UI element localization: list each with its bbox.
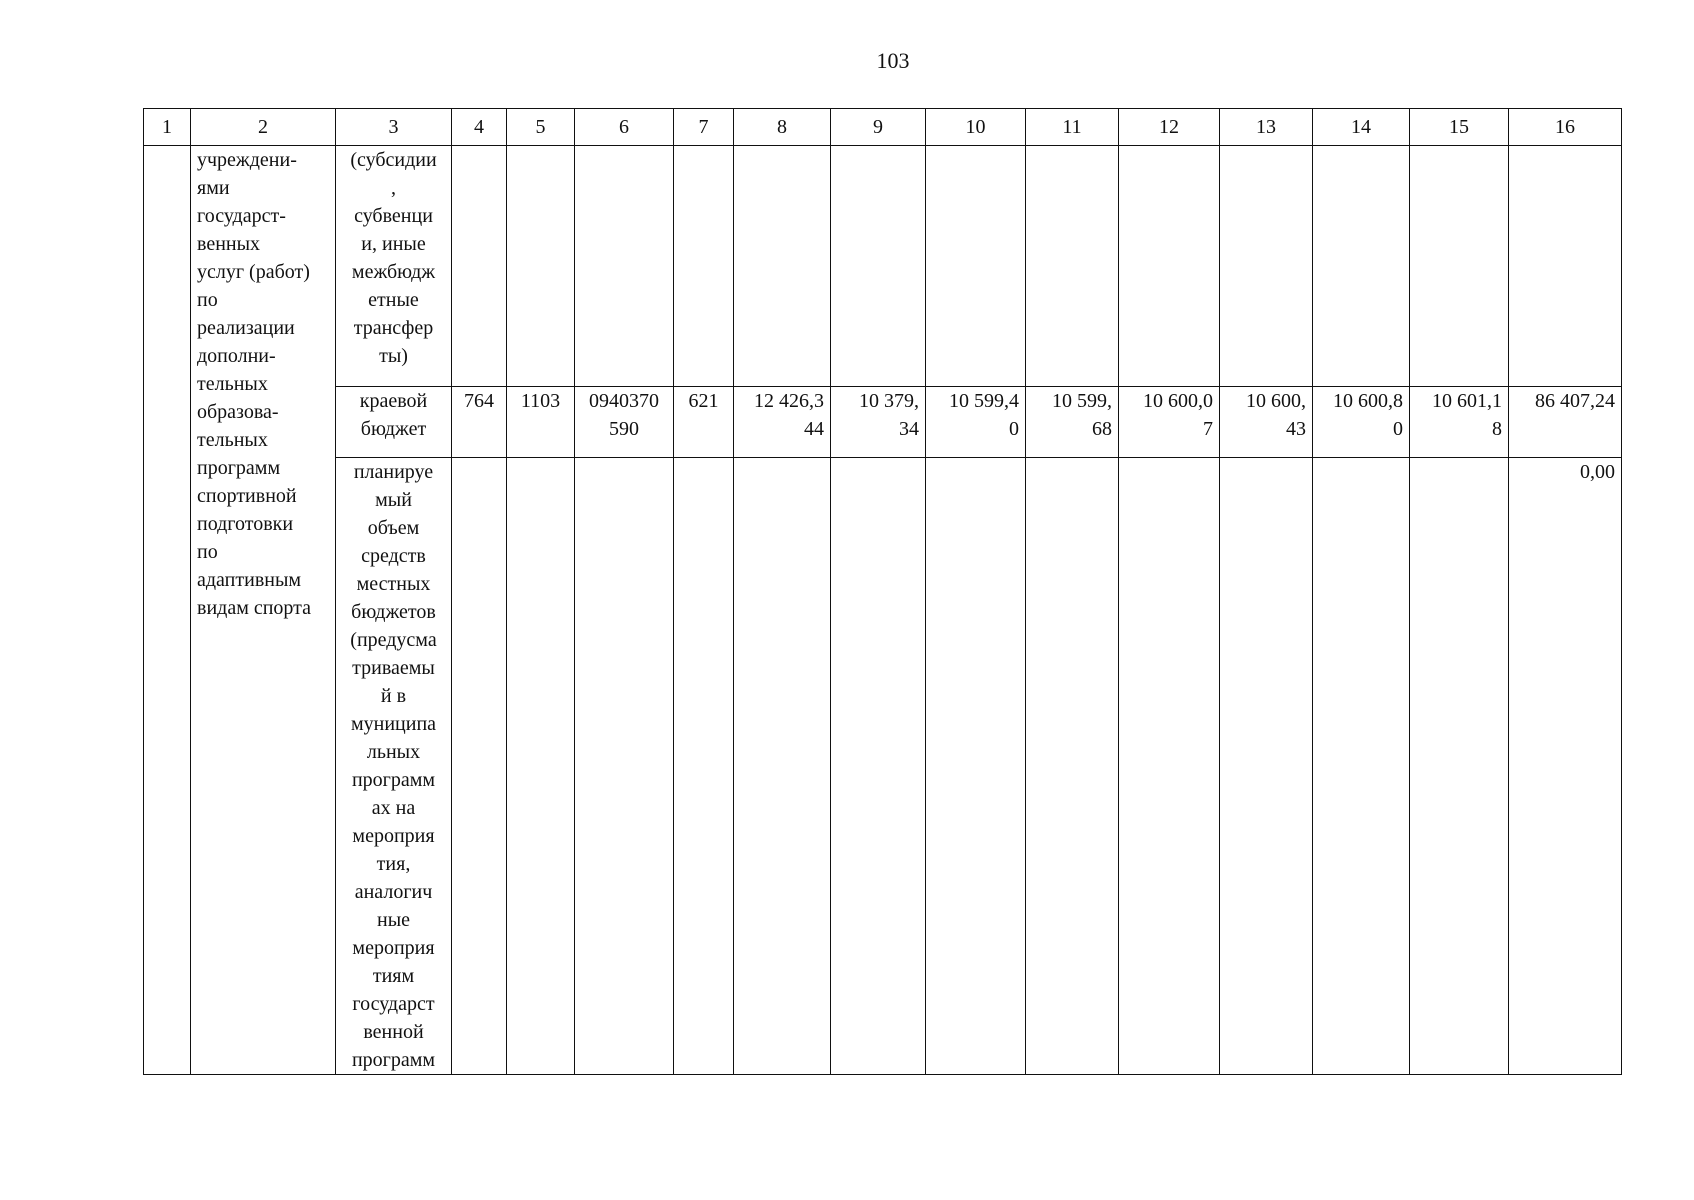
table-cell (1313, 146, 1410, 387)
total-amount-cell: 0,00 (1509, 458, 1622, 1075)
header-cell: 2 (191, 109, 336, 146)
header-cell: 6 (575, 109, 674, 146)
table-cell (1410, 458, 1509, 1075)
header-cell: 7 (674, 109, 734, 146)
header-cell: 14 (1313, 109, 1410, 146)
table-row (144, 146, 1622, 387)
header-cell: 4 (452, 109, 507, 146)
table-cell (575, 458, 674, 1075)
amount-cell: 10 599,4 0 (926, 387, 1026, 458)
header-cell: 8 (734, 109, 831, 146)
table-cell (1026, 146, 1119, 387)
table-cell (734, 458, 831, 1075)
table-cell (674, 146, 734, 387)
page-number: 103 (876, 48, 910, 73)
table-cell (1410, 146, 1509, 387)
table-cell (507, 146, 575, 387)
table-row (144, 458, 1622, 1075)
table-cell (831, 146, 926, 387)
amount-cell: 10 600, 43 (1220, 387, 1313, 458)
table-cell (734, 146, 831, 387)
admin-code-cell: 764 (452, 387, 507, 458)
table-cell (831, 458, 926, 1075)
header-cell: 11 (1026, 109, 1119, 146)
table-cell (575, 146, 674, 387)
table-cell (926, 146, 1026, 387)
amount-cell: 10 601,1 8 (1410, 387, 1509, 458)
header-cell: 5 (507, 109, 575, 146)
event-name-cell: учреждени- ями государст- венных услуг (работ) по реализации дополни- тельных образова- тельных программ спортивной подготовки по адаптивным видам спорта (191, 146, 336, 1075)
funding-source-cell: (субсидии , субвенци и, иные межбюдж етные трансфер ты) (336, 146, 452, 387)
table-row (144, 387, 1622, 458)
table-cell (926, 458, 1026, 1075)
table-cell (1119, 458, 1220, 1075)
budget-table (143, 108, 1622, 1075)
header-cell: 16 (1509, 109, 1622, 146)
table-cell (452, 146, 507, 387)
expense-type-cell: 621 (674, 387, 734, 458)
table-cell (1220, 146, 1313, 387)
target-article-cell: 0940370 590 (575, 387, 674, 458)
header-row (144, 109, 1622, 146)
table-cell (1220, 458, 1313, 1075)
header-cell: 12 (1119, 109, 1220, 146)
table-cell (1509, 146, 1622, 387)
table-cell (1026, 458, 1119, 1075)
section-code-cell: 1103 (507, 387, 575, 458)
funding-source-cell: краевой бюджет (336, 387, 452, 458)
row-number-cell (144, 146, 191, 1075)
table-cell (674, 458, 734, 1075)
table-cell (1119, 146, 1220, 387)
funding-source-cell: планируе мый объем средств местных бюджетов (предусма триваемы й в муниципа льных программ ах на мероприя тия, аналогич ные мероприя тиям государст венной программ (336, 458, 452, 1075)
header-cell: 9 (831, 109, 926, 146)
amount-cell: 10 599, 68 (1026, 387, 1119, 458)
amount-cell: 12 426,3 44 (734, 387, 831, 458)
header-cell: 15 (1410, 109, 1509, 146)
amount-cell: 10 600,8 0 (1313, 387, 1410, 458)
table-cell (1313, 458, 1410, 1075)
header-cell: 1 (144, 109, 191, 146)
amount-cell: 10 379, 34 (831, 387, 926, 458)
header-cell: 10 (926, 109, 1026, 146)
total-amount-cell: 86 407,24 (1509, 387, 1622, 458)
amount-cell: 10 600,0 7 (1119, 387, 1220, 458)
header-cell: 13 (1220, 109, 1313, 146)
header-cell: 3 (336, 109, 452, 146)
table-cell (507, 458, 575, 1075)
table-cell (452, 458, 507, 1075)
